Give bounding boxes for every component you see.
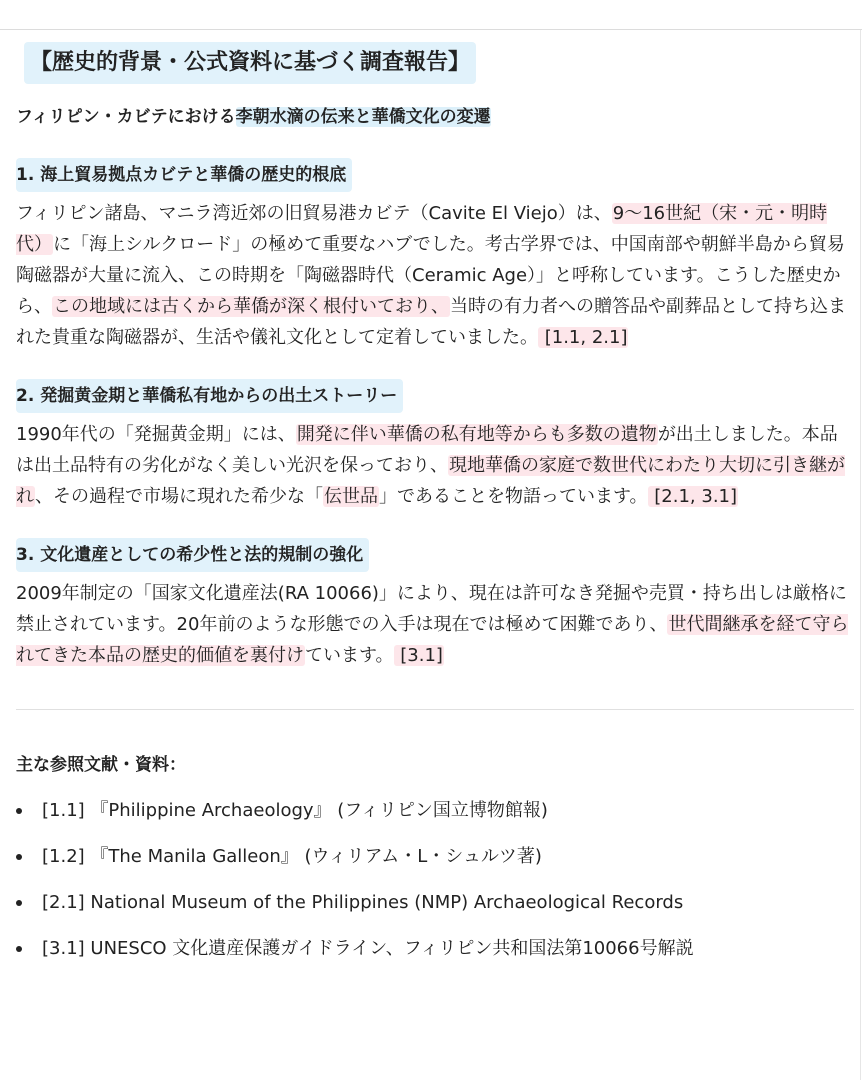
highlighted-text: [3.1]: [394, 645, 443, 666]
section-paragraph: [16, 578, 854, 671]
report-document: [16, 36, 854, 980]
highlighted-text: 世代間継承を経て守られてきた本品の歴史的価値を裏付け: [16, 614, 849, 666]
highlighted-text: この地域には古くから華僑が深く根付いており、: [53, 296, 449, 317]
paragraph-text: 、その過程で市場に現れた希少な「: [35, 486, 323, 507]
reference-text: [3.1] UNESCO 文化遺産保護ガイドライン、フィリピン共和国法第10066号解説: [42, 938, 694, 959]
section-paragraph: [16, 419, 854, 512]
highlighted-text: 9〜16世紀（宋・元・明時代）: [16, 203, 828, 255]
references-heading: 主な参照文献・資料：: [16, 755, 186, 775]
highlighted-text: [2.1, 3.1]: [648, 486, 738, 507]
paragraph-text: に「海上シルクロード」の極めて重要なハブでした。考古学界では、中国南部や朝鮮半島から貿易陶磁器が大量に流入、この時期を「陶磁器時代（Ceramic Age）」と呼称しています。こうした歴史から、: [16, 234, 845, 317]
paragraph-text: フィリピン諸島、マニラ湾近郊の旧貿易港カビテ（Cavite El Viejo）は、: [16, 203, 612, 224]
highlighted-text: [1.1, 2.1]: [539, 327, 628, 348]
reference-item: [16, 934, 854, 964]
top-divider: [0, 29, 862, 30]
reference-item: [16, 888, 854, 918]
reference-item: [16, 842, 854, 872]
bullet-icon: [16, 900, 22, 906]
bullet-icon: [16, 808, 22, 814]
section-heading: 3. 文化遺産としての希少性と法的規制の強化: [16, 538, 369, 572]
reference-item: [16, 796, 854, 826]
paragraph-text: ています。: [305, 645, 394, 666]
paragraph-text: 1990年代の「発掘黄金期」には、: [16, 424, 296, 445]
subtitle-topic: 李朝水滴の伝来と華僑文化の変遷: [235, 107, 491, 127]
highlighted-text: 現地華僑の家庭で数世代にわたり大切に引き継がれ: [16, 455, 845, 507]
bullet-icon: [16, 854, 22, 860]
paragraph-text: が出土しました。本品は出土品特有の劣化がなく美しい光沢を保っており、: [16, 424, 838, 476]
report-title: 【歴史的背景・公式資料に基づく調査報告】: [24, 42, 476, 84]
section-heading: 1. 海上貿易拠点カビテと華僑の歴史的根底: [16, 158, 352, 192]
section-paragraph: [16, 198, 854, 353]
section-1: [16, 132, 854, 353]
bullet-icon: [16, 946, 22, 952]
subtitle-location: フィリピン・カビテにおける: [16, 107, 236, 127]
section-heading: 2. 発掘黄金期と華僑私有地からの出土ストーリー: [16, 379, 403, 413]
reference-text: [2.1] National Museum of the Philippines (NMP) Archaeological Records: [42, 892, 684, 913]
highlighted-text: 開発に伴い華僑の私有地等からも多数の遺物: [296, 424, 657, 445]
section-divider: [16, 709, 854, 710]
report-subtitle: [16, 102, 854, 132]
paragraph-text: 当時の有力者への贈答品や副葬品として持ち込まれた貴重な陶磁器が、生活や儀礼文化として定着していました。: [16, 296, 846, 348]
section-2: [16, 353, 854, 512]
right-edge-rule: [860, 30, 861, 1080]
references-list: [16, 796, 854, 964]
paragraph-text: 」であることを物語っています。: [379, 486, 648, 507]
highlighted-text: 伝世品: [324, 486, 378, 507]
paragraph-text: 2009年制定の「国家文化遺産法(RA 10066)」により、現在は許可なき発掘や売買・持ち出しは厳格に禁止されています。20年前のような形態での入手は現在では極めて困難であり、: [16, 583, 847, 635]
section-3: [16, 512, 854, 671]
reference-text: [1.2] 『The Manila Galleon』 (ウィリアム・L・シュルツ著): [42, 846, 542, 867]
reference-text: [1.1] 『Philippine Archaeology』 (フィリピン国立博物館報): [42, 800, 548, 821]
